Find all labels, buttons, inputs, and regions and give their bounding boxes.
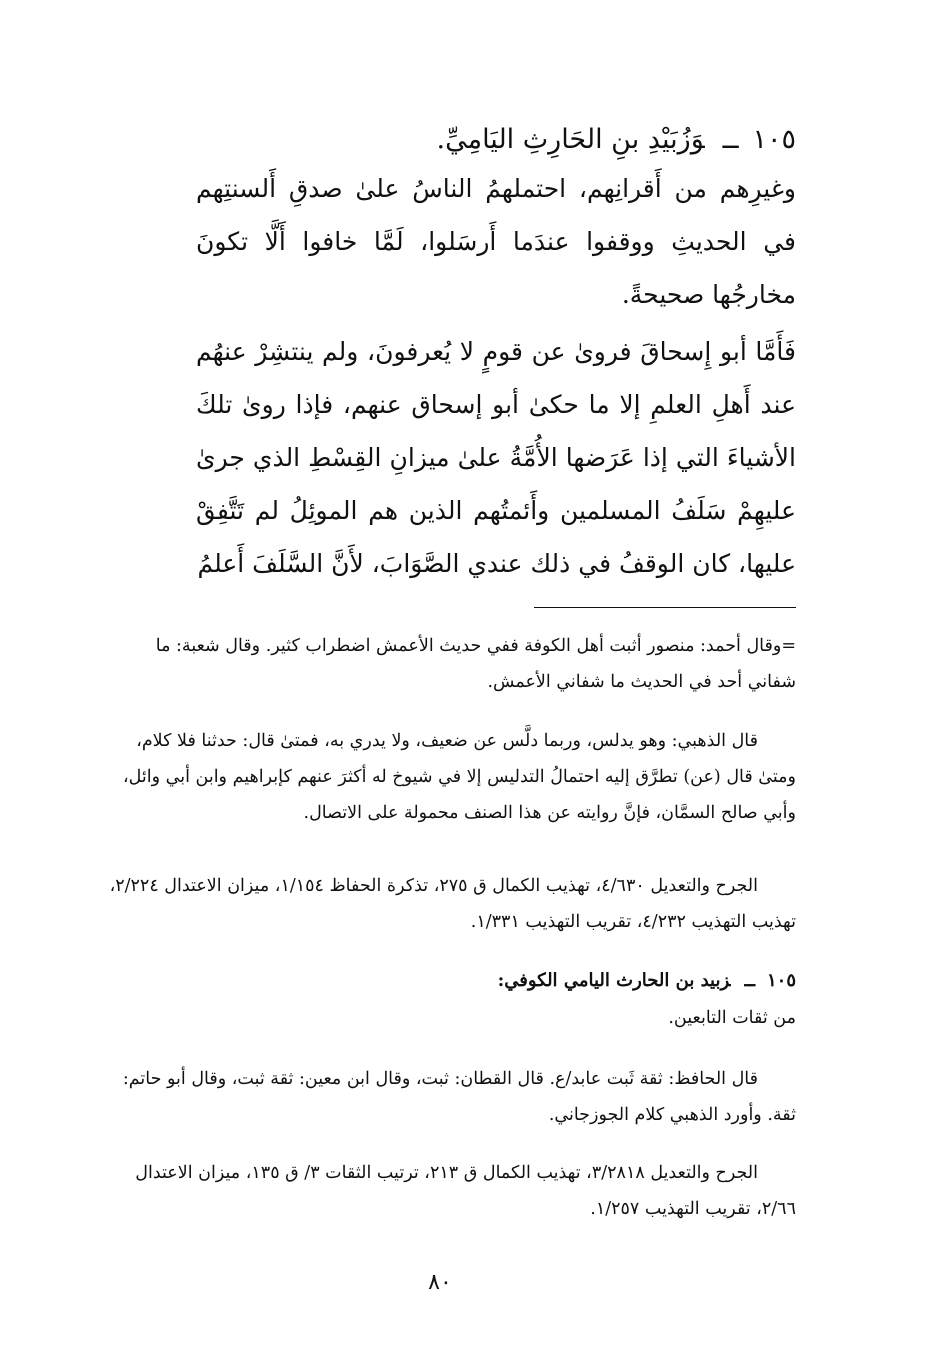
footnote-separator xyxy=(534,607,796,608)
entry-number: ١٠٥ xyxy=(752,124,796,155)
footnote-entry-heading xyxy=(102,963,796,999)
footnote-text: وقال أحمد: منصور أثبت أهل الكوفة ففي حديث الأعمش اضطراب كثير. وقال شعبة: ما شفاني أحد في الحديث ما شفاني الأعمش. xyxy=(155,636,796,692)
entry-heading xyxy=(196,112,796,168)
main-paragraph-2: فَأَمَّا أبو إِسحاقَ فروىٰ عن قومٍ لا يُعرفونَ، ولم ينتشِرْ عنهُم عند أَهلِ العلمِ إلا ما حكىٰ أبو إسحاق عنهم، فإذا روىٰ تلكَ الأشياءَ التي إذا عَرَضها الأُمَّةُ علىٰ ميزانِ القِسْطِ الذي جرىٰ عليهِمْ سَلَفُ المسلمين وأَئمتُهم الذين هم الموئِلُ لم تَتَّفِقْ عليها، كان الوقفُ في ذلك عندي الصَّوَابَ، لأَنَّ السَّلَفَ أَعلمُ xyxy=(196,337,796,578)
footnote-ahmad-quote xyxy=(102,628,796,700)
footnote-entry-dash: ــ xyxy=(744,970,755,991)
footnote-entry-description: من ثقات التابعين. xyxy=(668,1008,796,1028)
page-number: ٨٠ xyxy=(428,1270,452,1295)
main-paragraph-1: وغيرِهم من أَقرانِهم، احتملهمُ الناسُ علىٰ صدقِ أَلسنتِهم في الحديثِ ووقفوا عندَما أَرسَلوا، لَمَّا خافوا أَلَّا تكونَ مخارجُها صحيحةً. xyxy=(196,174,796,309)
footnote-references-1: الجرح والتعديل ٤/٦٣٠، تهذيب الكمال ق ٢٧٥، تذكرة الحفاظ ١/١٥٤، ميزان الاعتدال ٢/٢٢٤، تهذيب التهذيب ٤/٢٣٢، تقريب التهذيب ١/٣٣١. xyxy=(109,876,796,932)
footnote-hafiz-quote: قال الحافظ: ثقة ثَبت عابد/ع. قال القطان: ثبت، وقال ابن معين: ثقة ثبت، وقال أبو حاتم: ثقة. وأورد الذهبي كلام الجوزجاني. xyxy=(122,1069,796,1125)
footnote-entry-name: زبيد بن الحارث اليامي الكوفي: xyxy=(497,970,731,991)
entry-dash: ــ xyxy=(722,124,739,155)
footnote-dhahabi-quote xyxy=(102,723,796,831)
footnote-text: قال الذهبي: وهو يدلس، وربما دلَّس عن ضعيف، ولا يدري به، فمتىٰ قال: حدثنا فلا كلام، ومتىٰ قال (عن) تطرَّق إليه احتمالُ التدليس إلا في شيوخ له أكثرَ عنهم كإبراهيم وابن أبي وائل، وأبي صالح السمَّان، فإنَّ روايته عن هذا الصنف محمولة على الاتصال. xyxy=(122,731,796,823)
footnote-references-2: الجرح والتعديل ٣/٢٨١٨، تهذيب الكمال ق ٢١٣، ترتيب الثقات ٣/ ق ١٣٥، ميزان الاعتدال ٢/٦٦، تقريب التهذيب ١/٢٥٧. xyxy=(135,1163,796,1219)
continuation-mark: = xyxy=(781,636,796,656)
entry-name: وَزُبَيْدِ بنِ الحَارِثِ اليَامِيِّ. xyxy=(436,124,705,155)
footnote-entry-number: ١٠٥ xyxy=(766,970,796,991)
